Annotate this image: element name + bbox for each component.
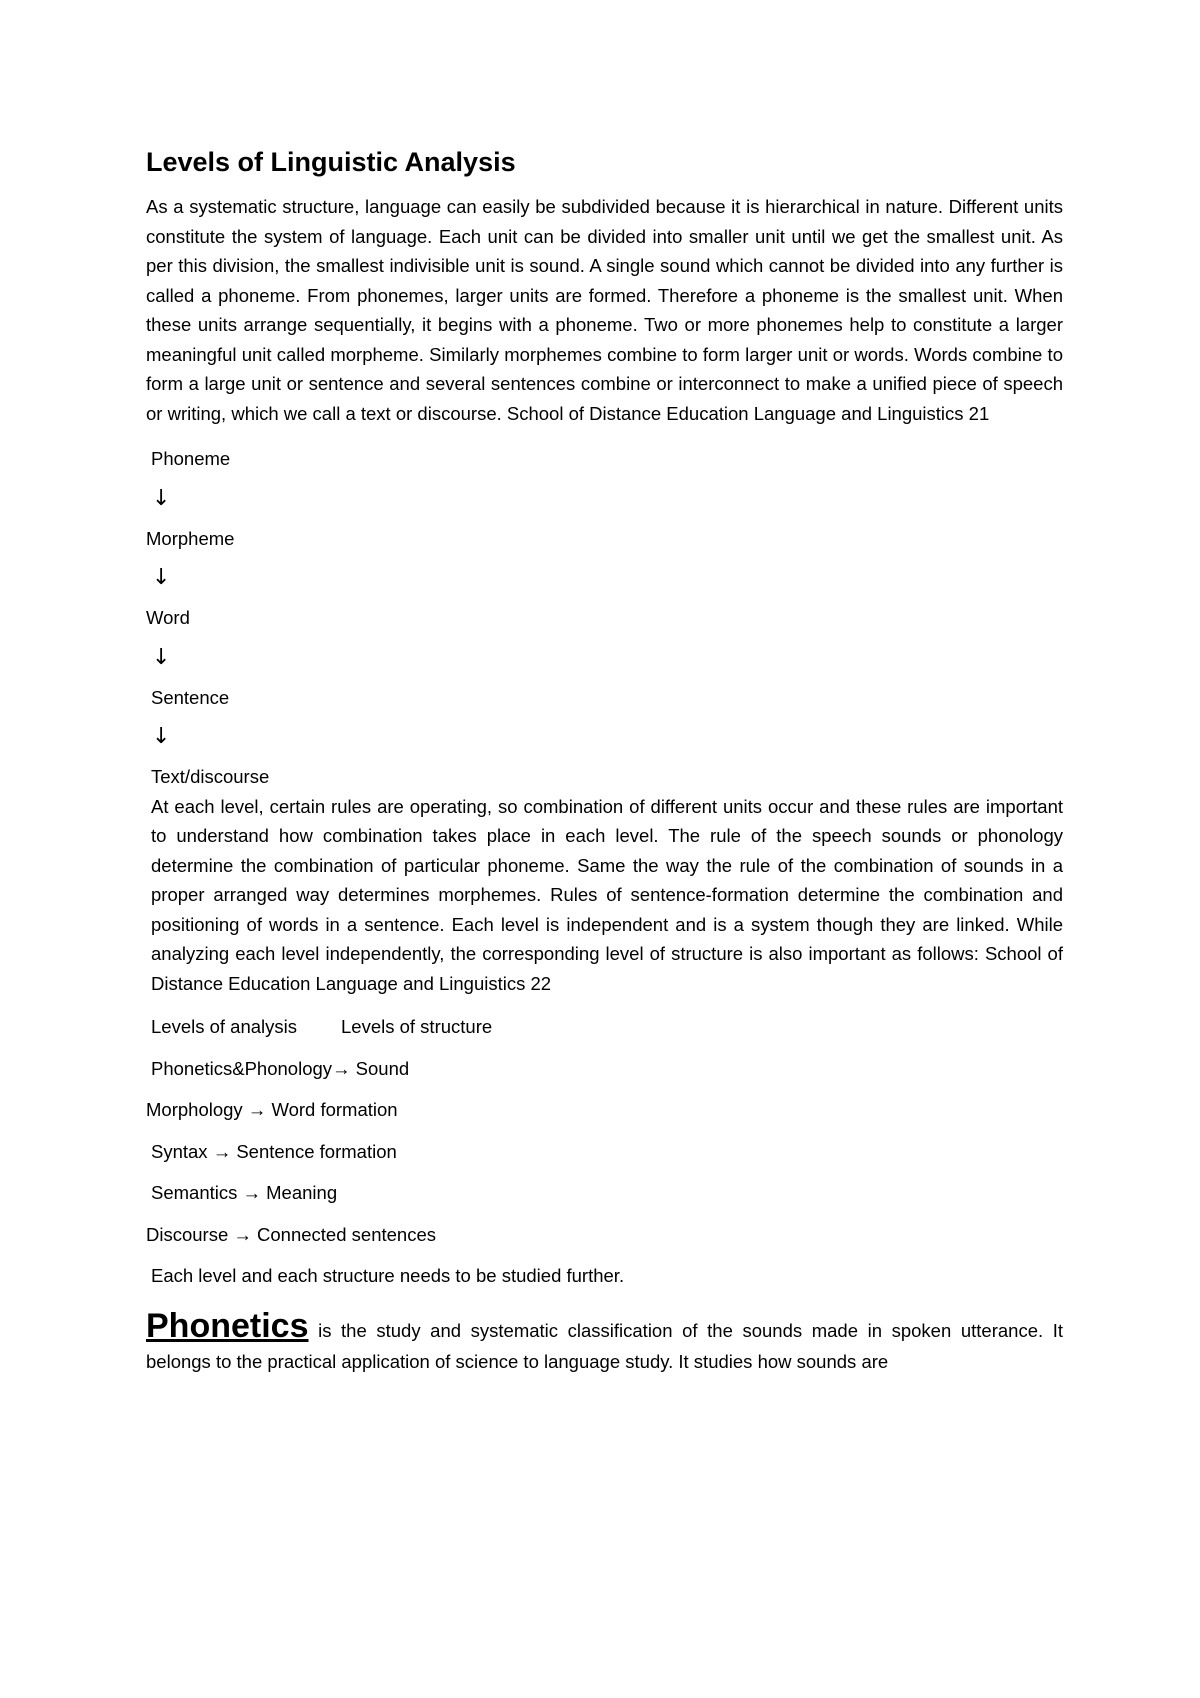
levels-table-header xyxy=(146,1012,1063,1042)
mapping-row-discourse: Discourse → Connected sentences xyxy=(146,1223,436,1245)
hierarchy-list xyxy=(146,444,1063,792)
phonetics-text: is the study and systematic classification of the sounds made in spoken utterance. It belongs to the practical application of science to language study. It studies how sounds are xyxy=(146,1319,1063,1372)
hierarchy-level-morpheme: Morpheme xyxy=(146,527,235,549)
down-arrow-icon: ↓ xyxy=(152,565,171,590)
mapping-row-syntax: Syntax → Sentence formation xyxy=(151,1140,397,1162)
mapping-row-morphology: Morphology → Word formation xyxy=(146,1099,398,1120)
closing-line: Each level and each structure needs to be studied further. xyxy=(151,1265,625,1286)
intro-paragraph: As a systematic structure, language can easily be subdivided because it is hierarchical in nature. Different units constitute the system of language. Each unit can be divided into smaller unit until we get the smallest unit. As per this division, the smallest indivisible unit is sound. A single sound which cannot be divided into any further is called a phoneme. From phonemes, larger units are formed. Therefore a phoneme is the smallest unit. When these units arrange sequentially, it begins with a phoneme. Two or more phonemes help to constitute a larger meaningful unit called morpheme. Similarly morphemes combine to form larger unit or words. Words combine to form a large unit or sentence and several sentences combine or interconnect to make a unified piece of speech or writing, which we call a text or discourse. School of Distance Education Language and Linguistics 21 xyxy=(146,196,1063,424)
levels-table xyxy=(146,1012,1063,1249)
page-title: Levels of Linguistic Analysis xyxy=(146,147,516,177)
header-levels-of-structure: Levels of structure xyxy=(341,1016,493,1037)
hierarchy-level-phoneme: Phoneme xyxy=(151,448,231,469)
down-arrow-icon: ↓ xyxy=(152,724,171,749)
mapping-row-semantics: Semantics → Meaning xyxy=(151,1182,338,1203)
down-arrow-icon: ↓ xyxy=(152,485,171,511)
phonetics-heading: Phonetics xyxy=(146,1306,309,1345)
mapping-row-phonetics: Phonetics&Phonology→ Sound xyxy=(151,1057,410,1079)
hierarchy-level-sentence: Sentence xyxy=(151,686,230,708)
phonetics-paragraph xyxy=(146,1306,1063,1377)
down-arrow-icon: ↓ xyxy=(152,644,171,670)
phonetics-section xyxy=(146,1306,1063,1377)
rules-paragraph: At each level, certain rules are operating, so combination of different units occur and these rules are important to understand how combination takes place in each level. The rule of the speech sounds or phonology determine the combination of particular phoneme. Same the way the rule of the combination of sounds in a proper arranged way determines morphemes. Rules of sentence-formation determine the combination and positioning of words in a sentence. Each level is independent and is a system though they are linked. While analyzing each level independently, the corresponding level of structure is also important as follows: School of Distance Education Language and Linguistics 22 xyxy=(151,795,1063,994)
hierarchy-level-discourse: Text/discourse xyxy=(151,766,270,787)
header-levels-of-analysis: Levels of analysis xyxy=(151,1016,298,1037)
hierarchy-level-word: Word xyxy=(146,607,190,628)
document-content xyxy=(146,144,1063,1377)
